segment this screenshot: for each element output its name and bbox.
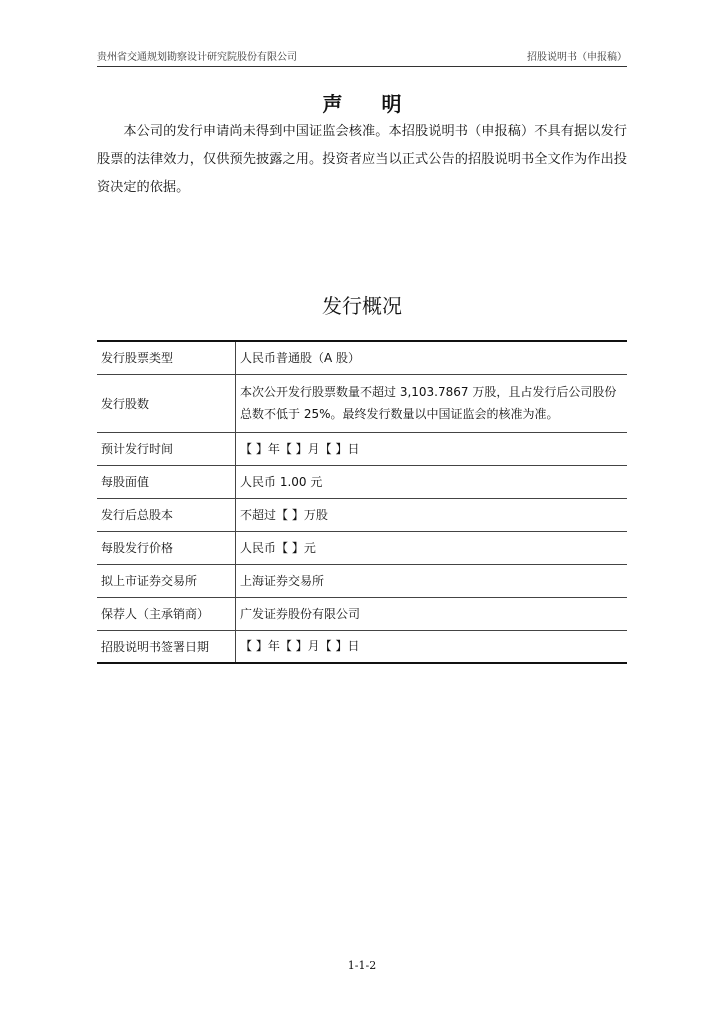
- issuance-overview-table: [97, 340, 627, 664]
- row-label: 招股说明书签署日期: [97, 630, 236, 663]
- table-row: [97, 432, 627, 465]
- row-label: 预计发行时间: [97, 432, 236, 465]
- row-label: 每股面值: [97, 465, 236, 498]
- overview-title: 发行概况: [322, 294, 402, 318]
- row-label: 发行股数: [97, 374, 236, 432]
- row-label: 拟上市证券交易所: [97, 564, 236, 597]
- table-row: [97, 341, 627, 374]
- page-number: 1-1-2: [347, 959, 377, 972]
- row-value: 上海证券交易所: [236, 564, 628, 597]
- row-value: 不超过【 】万股: [236, 498, 628, 531]
- table-row: [97, 564, 627, 597]
- row-label: 每股发行价格: [97, 531, 236, 564]
- row-label: 保荐人（主承销商）: [97, 597, 236, 630]
- row-value: 广发证券股份有限公司: [236, 597, 628, 630]
- table-row: [97, 498, 627, 531]
- table-row: [97, 630, 627, 663]
- page-header: [97, 50, 627, 67]
- row-value: 人民币【 】元: [236, 531, 628, 564]
- row-value: 人民币 1.00 元: [236, 465, 628, 498]
- table-row: [97, 465, 627, 498]
- header-company-name: 贵州省交通规划勘察设计研究院股份有限公司: [97, 52, 297, 63]
- row-value: 人民币普通股（A 股）: [240, 350, 361, 365]
- declaration-text: 本公司的发行申请尚未得到中国证监会核准。本招股说明书（申报稿）不具有据以发行股票的法律效力，仅供预先披露之用。投资者应当以正式公告的招股说明书全文作为作出投资决定的依据。: [97, 124, 627, 195]
- row-value: 【 】年【 】月【 】日: [236, 432, 628, 465]
- table-row: [97, 597, 627, 630]
- header-document-type: 招股说明书（申报稿）: [527, 52, 627, 63]
- table-row: [97, 374, 627, 432]
- row-label: 发行后总股本: [97, 498, 236, 531]
- row-value: 本次公开发行股票数量不超过 3,103.7867 万股，且占发行后公司股份总数不低于 25%。最终发行数量以中国证监会的核准为准。: [236, 374, 628, 432]
- row-value: 【 】年【 】月【 】日: [236, 630, 628, 663]
- declaration-title: 声 明: [322, 92, 418, 116]
- row-label: 发行股票类型: [97, 341, 236, 374]
- table-row: [97, 531, 627, 564]
